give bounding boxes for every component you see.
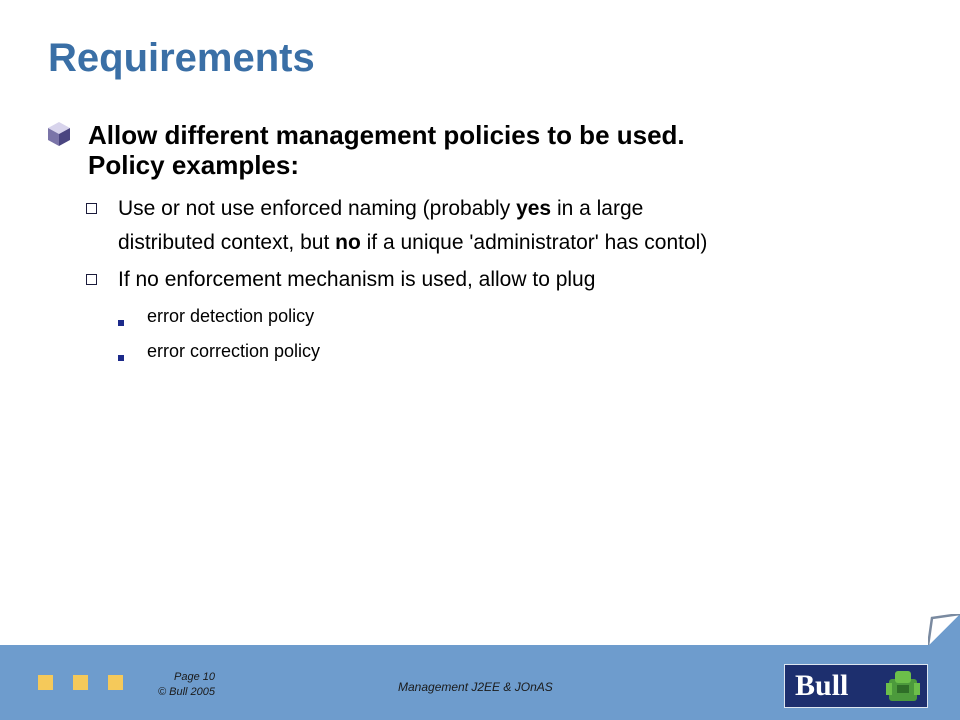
list-item-error-detection: error detection policy — [147, 306, 315, 326]
footer-center-text: Management J2EE & JOnAS — [398, 680, 553, 694]
footer-square-icon — [108, 675, 123, 690]
square-bullet-icon — [86, 274, 97, 285]
bull-logo — [784, 664, 928, 708]
page-fold-icon — [928, 614, 960, 646]
footer-square-icon — [38, 675, 53, 690]
slide-title: Requirements — [48, 36, 315, 80]
main-bullet-line1: Allow different management policies to be used. — [88, 120, 685, 150]
list-item-error-correction: error correction policy — [147, 341, 321, 361]
main-bullet-line2: Policy examples: — [88, 150, 299, 180]
naming-text-b: in a large — [551, 197, 644, 220]
naming-yes: yes — [516, 197, 552, 220]
sub-bullet-naming-line2 — [118, 226, 918, 260]
square-bullet-icon — [86, 203, 97, 214]
small-square-bullet-icon — [118, 355, 124, 361]
naming-text-d: if a unique 'administrator' has contol) — [360, 231, 708, 254]
sub-bullet-naming-line1 — [118, 192, 918, 226]
copyright: © Bull 2005 — [157, 686, 215, 698]
naming-text-c: distributed context, but — [118, 231, 336, 254]
page-number: Page 10 — [174, 671, 215, 683]
naming-text-a: Use or not use enforced naming (probably — [118, 197, 517, 220]
small-square-bullet-icon — [118, 320, 124, 326]
naming-no: no — [335, 231, 361, 254]
cube-bullet-icon — [47, 121, 71, 147]
page-info — [130, 670, 215, 700]
bull-mascot-icon — [885, 669, 921, 703]
logo-text: Bull — [795, 669, 849, 702]
footer-square-icon — [73, 675, 88, 690]
main-bullet-text — [88, 120, 908, 180]
sub-bullet-enforcement: If no enforcement mechanism is used, allow to plug — [118, 268, 596, 291]
sub-bullet-naming — [118, 192, 918, 260]
